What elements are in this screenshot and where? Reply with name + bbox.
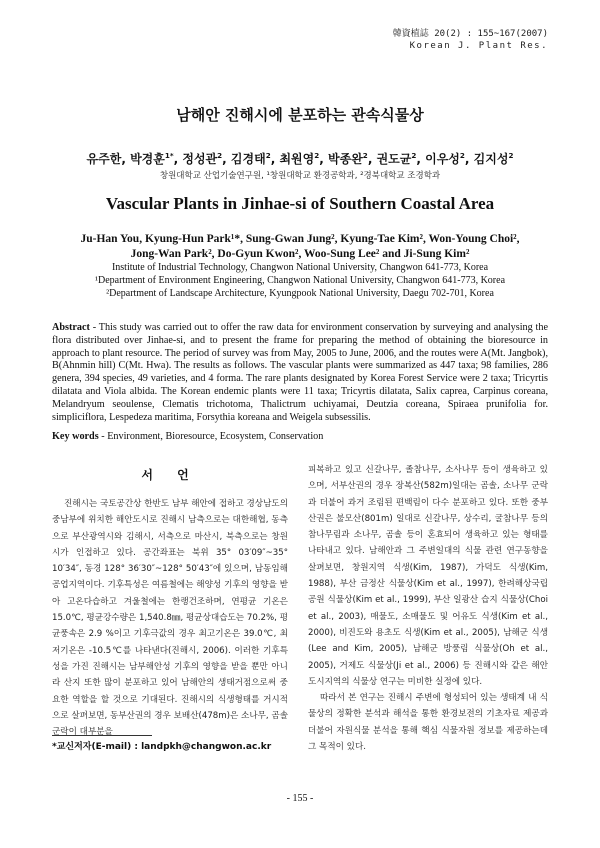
journal-citation-line1: 韓資植誌 20(2) : 155~167(2007) bbox=[392, 29, 548, 39]
body-paragraph: 피복하고 있고 신갈나무, 졸참나무, 소사나무 등이 생육하고 있으며, 서부산권의 경우 장복산(582m)일대는 곰솔, 소나무 군락과 더불어 과거 조림된 편백림이 다수 분포하고 있다. 또한 중부산권은 불모산(801m) 일대로 신갈나무, 상수리, 굴참나무 등의 참나무림과 소나무, 곰솔 등이 혼효되어 생육하고 있는 형태를 나타내고 있다. 남해안과 그 주변일대의 식물 관련 연구동향을 살펴보면, 창원지역 식생(Kim, 1987), 가덕도 식생(Kim, 1988), 부산 금정산 식물상(Kim et al., 1997), 한려해상국립공원 식물상(Kim et al., 1999), 부산 일광산 습지 식물상(Choi et al., 2003), 매물도, 소매물도 및 어유도 식생(Kim et al., 2000), 비진도와 용초도 식생(Kim et al., 2005), 남해군 식생(Lee and Kim, 2005), 남해군 방풍림 식물상(Oh et al., 2005), 거제도 식물상(Ji et al., 2006) 등 진해시와 같은 해안도시지역의 식물상 연구는 미비한 실정에 있다. bbox=[308, 465, 548, 687]
korean-title: 남해안 진해시에 분포하는 관속식물상 bbox=[176, 106, 424, 124]
footnote-divider bbox=[52, 735, 152, 736]
korean-author-name: 유주한 bbox=[86, 152, 122, 166]
section-heading-introduction: 서 언 bbox=[141, 468, 199, 482]
korean-author-name: 이우성 bbox=[425, 152, 460, 166]
english-title: Vascular Plants in Jinhae-si of Southern Coastal Area bbox=[105, 194, 495, 213]
affiliation-2: ²Department of Landscape Architecture, Kyungpook National University, Daegu 702-701, Korea bbox=[106, 288, 494, 299]
page-number: - 155 - bbox=[286, 793, 314, 804]
korean-author-name: 박종완 bbox=[328, 152, 363, 166]
keywords-label: Key words bbox=[52, 431, 99, 442]
korean-author-name: 정성관 bbox=[182, 152, 218, 166]
korean-author-name: 김경태 bbox=[230, 152, 266, 166]
author-affiliation-mark: 2 bbox=[411, 151, 417, 160]
english-affiliations bbox=[0, 261, 600, 300]
journal-citation bbox=[393, 28, 548, 52]
korean-author-name: 권도균 bbox=[376, 152, 412, 166]
korean-author-name: 박경훈 bbox=[130, 152, 165, 166]
abstract bbox=[52, 322, 548, 424]
keywords-text: - Environment, Bioresource, Ecosystem, Conservation bbox=[98, 431, 324, 442]
korean-authors: 유주한, 박경훈$^{1*}$, 정성관$^2$, 김경태$^2$, 최원영$^2$, 박종완$^2$, 권도균$^2$, 이우성$^2$, 김지성$^2$ bbox=[86, 151, 514, 166]
body-paragraph: 진해시는 국토공간상 한반도 남부 해안에 접하고 경상남도의 중남부에 위치한 해안도시로 진해시 남측으로는 대한해협, 동측으로 부산광역시와 김해시, 서측으로 마산시, 북측으로는 창원시가 인접하고 있다. 공간좌표는 북위 35° 03′09″~35° 10′34″, 동경 128° 36′30″~128° 50′43″에 있으며, 남동임해공업지역이다. 기후특성은 여름철에는 해양성 기후의 영향을 받아 고온다습하고 겨울철에는 한랭건조하며, 연평균 기온은 15.0℃, 평균강수량은 1,540.8㎜, 평균상대습도는 70.2%, 평균풍속은 2.9 %이고 기후극값의 경우 최고기온은 39.0℃, 최저기온은 -10.5℃를 나타낸다(진해시, 2006). 이러한 기후특성을 가진 진해시는 남부해안성 기후의 영향을 받을 뿐만 아니라 산지 또한 많이 분포하고 있어 남해안의 생태거점으로써 중요한 역할을 할 것으로 기대된다. 진해시의 식생형태를 거시적으로 살펴보면, 동부산권의 경우 보배산(478m)은 소나무, 곰솔군락이 대부분을 bbox=[52, 499, 288, 738]
korean-author-name: 최원영 bbox=[279, 152, 315, 166]
abstract-label: Abstract bbox=[52, 322, 90, 333]
corresponding-author-footnote: *교신저자(E-mail) : landpkh@changwon.ac.kr bbox=[52, 742, 272, 752]
author-affiliation-mark: 2 bbox=[314, 151, 320, 160]
author-affiliation-mark: 2 bbox=[265, 151, 271, 160]
affiliation-0: Institute of Industrial Technology, Changwon National University, Changwon 641-773, Korea bbox=[111, 262, 489, 273]
body-paragraph: 따라서 본 연구는 진해시 주변에 형성되어 있는 생태계 내 식물상의 정확한 분석과 해석을 통한 환경보전의 기초자료 제공과 더불어 자원식물 분석을 통해 핵심 식물자원 정보를 제공하는데 그 목적이 있다. bbox=[308, 693, 548, 753]
english-authors-line2: Jong-Wan Park², Do-Gyun Kwon², Woo-Sung Lee² and Ji-Sung Kim² bbox=[130, 248, 470, 260]
author-affiliation-mark: 1* bbox=[164, 151, 174, 160]
author-affiliation-mark: 2 bbox=[217, 151, 223, 160]
body-column-left bbox=[52, 496, 288, 740]
body-column-right bbox=[308, 462, 548, 755]
english-authors bbox=[0, 232, 600, 262]
author-affiliation-mark: 2 bbox=[508, 151, 514, 160]
journal-name: Korean J. Plant Res. bbox=[409, 41, 548, 51]
keywords bbox=[52, 431, 548, 442]
korean-author-name: 김지성 bbox=[473, 152, 509, 166]
english-authors-line1: Ju-Han You, Kyung-Hun Park¹*, Sung-Gwan Jung², Kyung-Tae Kim², Won-Young Choi², bbox=[80, 233, 520, 245]
author-affiliation-mark: 2 bbox=[459, 151, 465, 160]
korean-affiliation: 창원대학교 산업기술연구원, ¹창원대학교 환경공학과, ²경북대학교 조경학과 bbox=[159, 171, 441, 181]
affiliation-1: ¹Department of Environment Engineering, Changwon National University, Changwon 641-773, Korea bbox=[94, 275, 506, 286]
author-affiliation-mark: 2 bbox=[362, 151, 368, 160]
abstract-text: - This study was carried out to offer the raw data for environment conservation by surveying and analysing the flora distributed over Jinhae-si, and to present the frame for preparing the method of obtaining the bioresource in approach to plant resource. The period of survey was from May, 2005 to June, 2006, and the routes were A(Mt. Jangbok), B(Ahnmin hill) C(Mt. Hwa). The results as follows. The vascular plants were summarized as 447 taxa; 98 families, 286 genera, 394 species, 49 varieties, and 4 forma. The rare plants designated by Korea Forest Service were 2 taxa; Tricyrtis dilatata and Viola albida. The Korean endemic plants were 11 taxa; Tricyrtis dilatata, Salix caprea, Carpinus coreana, Melandryum seoulense, Clematis trichotoma, Thalictrum uchiyamai, Deutzia coreana, Spiraea prunifolia for. simpliciflora, Lespedeza maritima, Forsythia koreana and Weigela subsessilis. bbox=[52, 322, 548, 423]
